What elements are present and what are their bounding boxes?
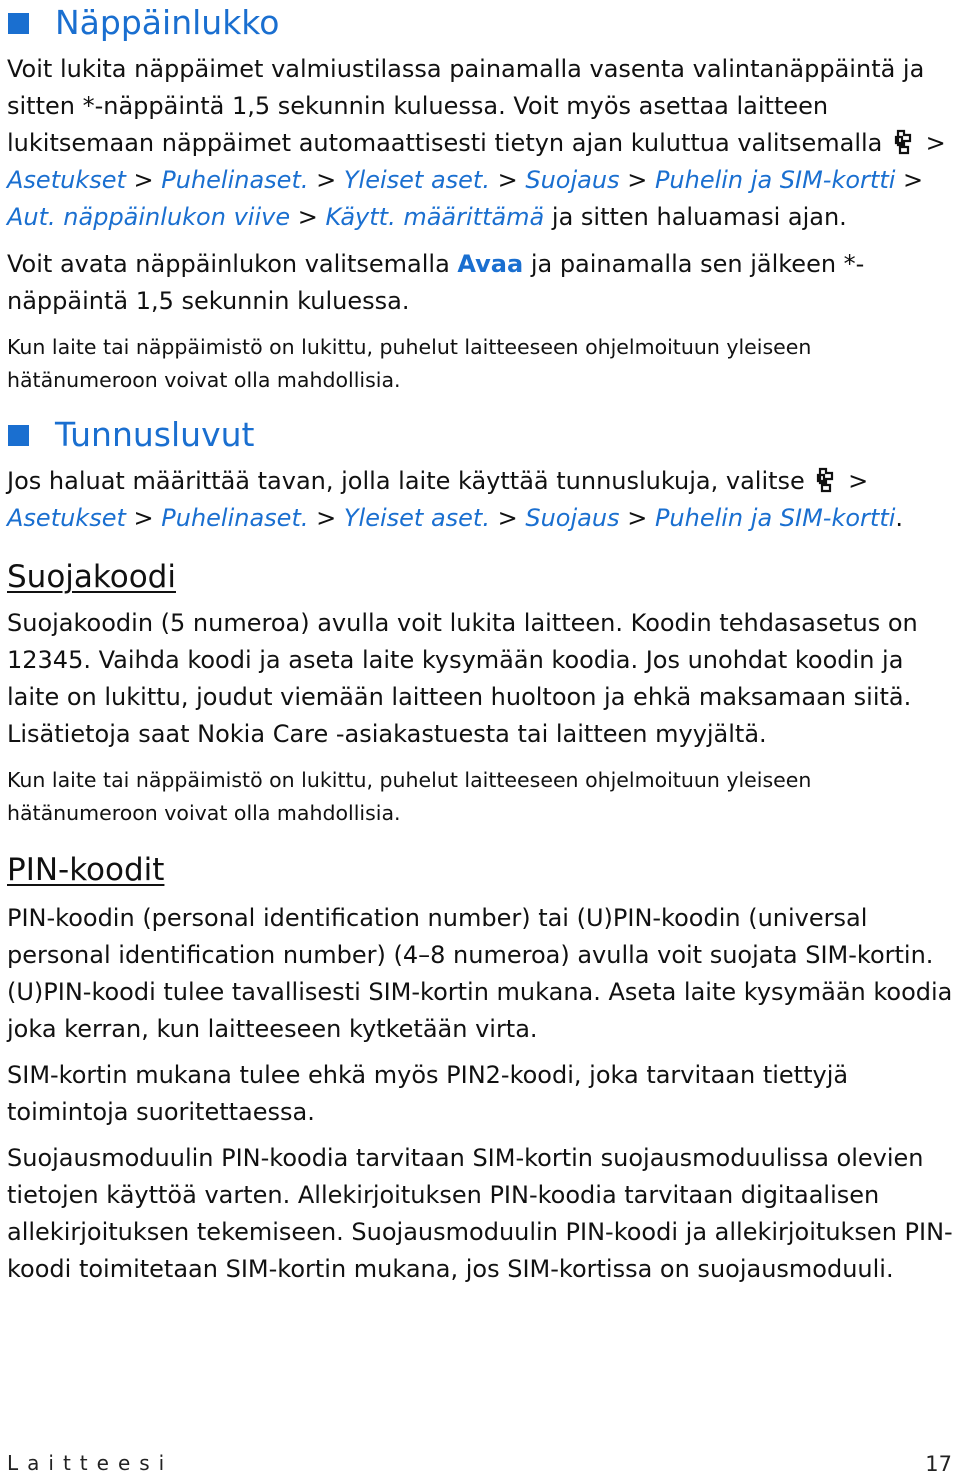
paragraph-unlock: Voit avata näppäinlukon valitsemalla Avaa ja painamalla sen jälkeen *-näppäintä 1,5 sekunnin kuluessa.	[7, 250, 865, 315]
path-link-puhelin-ja-sim[interactable]: Puhelin ja SIM-kortti	[654, 504, 896, 532]
note-emergency-1: Kun laite tai näppäimistö on lukittu, puhelut laitteeseen ohjelmoituun yleiseen hätänumeroon voivat olla mahdollisia.	[7, 335, 812, 392]
heading-square-icon	[8, 425, 29, 446]
path-link-asetukset[interactable]: Asetukset	[7, 166, 126, 194]
paragraph-pin-intro: PIN-koodin (personal identification number) tai (U)PIN-koodin (universal personal identification number) (4–8 numeroa) avulla voit suojata SIM-kortin. (U)PIN-koodi tulee tavallisesti SIM-kortin mukana. Aseta laite kysymään koodia joka kerran, kun laitteeseen kytketään virta.	[7, 904, 953, 1043]
note-emergency-2: Kun laite tai näppäimistö on lukittu, puhelut laitteeseen ohjelmoituun yleiseen hätänumeroon voivat olla mahdollisia.	[7, 768, 812, 825]
section-heading-tunnusluvut	[7, 413, 953, 457]
paragraph-keylock-intro: Voit lukita näppäimet valmiustilassa painamalla vasenta valintanäppäintä ja sitten *-näppäintä 1,5 sekunnin kuluessa. Voit myös asettaa laitteen lukitsemaan näppäimet automaattisesti tietyn ajan kuluttua valitsemalla > Asetukset > Puhelinaset. > Yleiset aset. > Suojaus > Puhelin ja SIM-kortti > Aut. näppäinlukon viive > Käytt. määrittämä ja sitten haluamasi ajan.	[7, 55, 946, 231]
subheading-suojakoodi: Suojakoodi	[7, 559, 176, 595]
path-link-yleiset-aset[interactable]: Yleiset aset.	[343, 166, 490, 194]
path-link-asetukset[interactable]: Asetukset	[7, 504, 126, 532]
subheading-pin-koodit: PIN-koodit	[7, 852, 165, 888]
path-link-suojaus[interactable]: Suojaus	[525, 504, 620, 532]
path-link-puhelinaset[interactable]: Puhelinaset.	[161, 504, 309, 532]
heading-title: Tunnusluvut	[55, 415, 255, 454]
paragraph-module-pin: Suojausmoduulin PIN-koodia tarvitaan SIM-kortin suojausmoduulissa olevien tietojen käyttöä varten. Allekirjoituksen PIN-koodia tarvitaan digitaalisen allekirjoituksen tekemiseen. Suojausmoduulin PIN-koodi ja allekirjoituksen PIN-koodi toimitetaan SIM-kortin mukana, jos SIM-kortissa on suojausmoduuli.	[7, 1144, 953, 1283]
softkey-avaa[interactable]: Avaa	[457, 250, 524, 278]
footer-page-number: 17	[925, 1452, 952, 1476]
footer-section-name: Laitteesi	[7, 1451, 174, 1475]
paragraph-suojakoodi: Suojakoodin (5 numeroa) avulla voit lukita laitteen. Koodin tehdasasetus on 12345. Vaihda koodi ja aseta laite kysymään koodia. Jos unohdat koodin ja laite on lukittu, joudut viemään laitteen huoltoon ja ehkä maksamaan siitä. Lisätietoja saat Nokia Care -asiakastuesta tai laitteen myyjältä.	[7, 609, 918, 748]
path-link-aut-nappainlukon-viive[interactable]: Aut. näppäinlukon viive	[7, 203, 291, 231]
paragraph-pin2: SIM-kortin mukana tulee ehkä myös PIN2-koodi, joka tarvitaan tiettyjä toimintoja suoritettaessa.	[7, 1061, 849, 1126]
path-link-kaytt-maarittama[interactable]: Käytt. määrittämä	[325, 203, 545, 231]
paragraph-codes-intro: Jos haluat määrittää tavan, jolla laite käyttää tunnuslukuja, valitse > Asetukset > Puhelinaset. > Yleiset aset. > Suojaus > Puhelin ja SIM-kortti.	[7, 467, 904, 532]
path-link-suojaus[interactable]: Suojaus	[525, 166, 620, 194]
path-link-puhelin-ja-sim[interactable]: Puhelin ja SIM-kortti	[654, 166, 896, 194]
heading-title: Näppäinlukko	[55, 3, 280, 42]
document-page	[7, 0, 953, 1288]
path-link-puhelinaset[interactable]: Puhelinaset.	[161, 166, 309, 194]
path-link-yleiset-aset[interactable]: Yleiset aset.	[343, 504, 490, 532]
section-heading-nappainlukko	[7, 1, 953, 45]
menu-key-icon	[894, 128, 914, 156]
heading-square-icon	[8, 13, 29, 34]
menu-key-icon	[816, 466, 836, 494]
